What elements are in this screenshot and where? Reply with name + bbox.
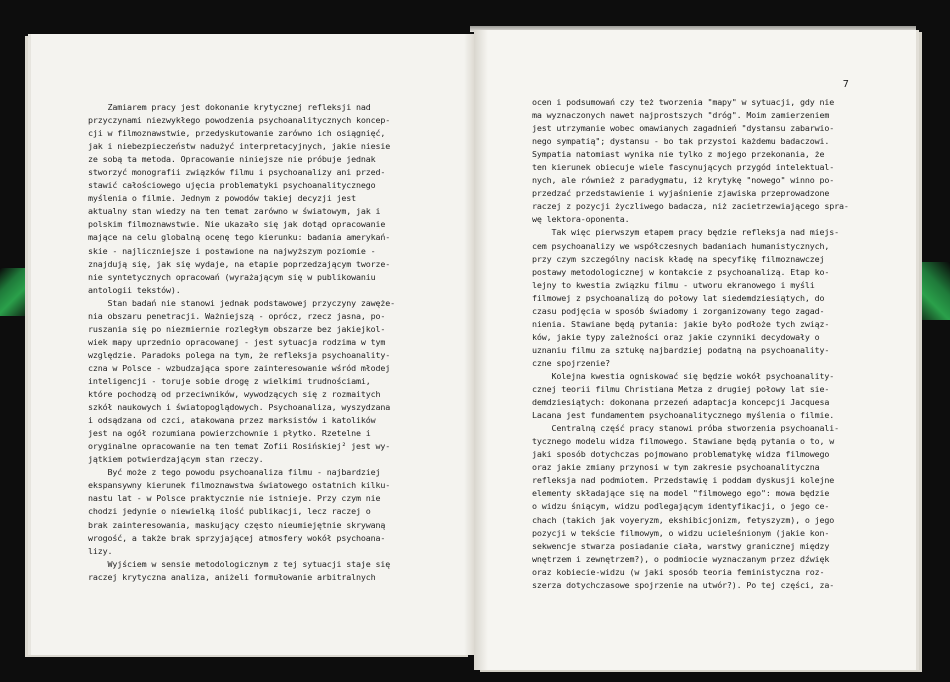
text-line: Wyjściem w sensie metodologicznym z tej sytuacji staje się [88,558,391,569]
text-line: jak i niebezpieczeństw nadużyć interpretacyjnych, jakie niesie [88,141,391,152]
text-line: i odsądzana od czci, atakowana przez marksistów i katolików [88,415,376,426]
text-line: raczej z pozycji życzliwego badacza, niż zacietrzewiającego spra- [532,201,849,212]
text-line: demdziesiątych: dokonana przezeń adaptacja koncepcji Jacquesa [532,397,830,408]
text-line: jaki sposób dotychczas pojmowano problematykę widza filmowego [532,449,830,460]
text-line: oryginalne opracowanie na ten temat Zofii Rosińskiej² jest wy- [88,441,391,452]
left-page [31,34,474,655]
text-line: Centralną część pracy stanowi próba stworzenia psychoanali- [532,423,840,434]
text-line: myślenia o filmie. Jednym z powodów takiej decyzji jest [88,193,357,204]
text-line: Tak więc pierwszym etapem pracy będzie refleksja nad miejs- [532,227,840,238]
text-line: nego sympatią"; dystansu - bo tak przystoi każdemu badaczowi. [532,136,830,147]
text-line: refleksja nad podmiotem. Przedstawię i poddam dyskusji kolejne [532,475,835,486]
text-line: lizy. [88,545,113,556]
text-line: tycznego modelu widza filmowego. Stawiane będą pytania o to, w [532,436,835,447]
text-line: oraz jakie zmiany przynosi w tym zakresie psychoanalityczna [532,462,820,473]
text-line: które pochodzą od przeciwników, wywodzących się z rozmaitych [88,389,381,400]
text-line: ekspansywny kierunek filmoznawstwa światowego ostatnich kilku- [88,480,391,491]
text-line: Być może z tego powodu psychoanaliza filmu - najbardziej [88,467,381,478]
text-line: czne spojrzenie? [532,357,610,368]
background-green-stripe-right [910,262,950,320]
text-line: uznaniu filmu za sztukę najbardziej podatną na psychoanality- [532,344,830,355]
text-line: przedzać przedstawienie i wyjaśnienie zjawiska przeprowadzone [532,188,830,199]
text-line: czasu podjęcia w sposób świadomy i zorganizowany tego zagad- [532,305,825,316]
text-line: Sympatia natomiast wynika nie tylko z mojego przekonania, że [532,149,825,160]
text-line: raczej krytyczna analiza, aniżeli formułowanie arbitralnych [88,571,376,582]
text-line: ków, jakie typy zależności oraz jakie czynniki decydowały o [532,331,820,342]
text-line: względzie. Paradoks polega na tym, że refleksja psychoanality- [88,349,391,360]
text-line: pozycji w tekście filmowym, o widzu ucieleśnionym (jakie kon- [532,527,830,538]
text-line: ocen i podsumowań czy też tworzenia "mapy" w sytuacji, gdy nie [532,97,835,107]
text-line: ma wyznaczonych nawet najprostszych "dróg". Moim zamierzeniem [532,110,830,121]
text-line: wnętrzem i zewnętrzem?), o podmiocie wyznaczanym przez dźwięk [532,553,830,564]
text-line: wę lektora-oponenta. [532,214,630,225]
text-line: nia obszaru penetracji. Ważniejszą - oprócz, rzecz jasna, po- [88,310,386,321]
text-line: skie - najliczniejsze i postawione na najwyższym poziomie - [88,245,376,256]
text-line: stawić całościowego ujęcia problematyki psychoanalitycznego [88,180,376,191]
right-page-text [532,96,849,592]
background-green-stripe-left [0,268,34,316]
text-line: nienia. Stawiane będą pytania: jakie było podłoże tych związ- [532,318,830,329]
text-line: brak zainteresowania, maskujący często nieumiejętnie skrywaną [88,519,386,530]
text-line: polskim filmoznawstwie. Nie ukazało się jak dotąd opracowanie [88,219,386,230]
text-line: Zamiarem pracy jest dokonanie krytycznej refleksji nad [88,102,371,112]
text-line: znajdują się, jak się wydaje, na etapie poprzedzającym tworze- [88,258,391,269]
text-line: ruszania się po niezmiernie rozległym obszarze bez jakiejkol- [88,323,386,334]
text-line: stworzyć monografii związków filmu i psychoanalizy ani przed- [88,167,386,178]
text-line: mające na celu globalną ocenę tego kierunku: badania amerykań- [88,232,391,243]
text-line: jest na ogół rozumiana powierzchownie i płytko. Rzetelne i [88,428,371,439]
text-line: jątkiem potwierdzającym stan rzeczy. [88,454,264,465]
text-line: ze sobą ta metoda. Opracowanie niniejsze nie próbuje jednak [88,154,376,165]
text-line: filmowej z psychoanalizą do połowy lat siedemdziesiątych, do [532,292,825,303]
text-line: elementy składające się na model "filmowego ego": mowa będzie [532,488,830,499]
left-page-text [88,101,395,584]
text-line: cem psychoanalizy we współczesnych badaniach humanistycznych, [532,240,830,251]
text-line: przyczynami niezwykłego powodzenia psychoanalitycznych koncep- [88,115,391,126]
text-line: o widzu śniącym, widzu podlegającym identyfikacji, o jego ce- [532,501,830,512]
text-line: nych, ale również z paradygmatu, iż krytykę "nowego" winno po- [532,175,835,186]
text-line: aktualny stan wiedzy na ten temat zarówno w światowym, jak i [88,206,381,217]
text-line: szerza dotychczasowe spojrzenie na utwór?). Po tej części, za- [532,579,835,590]
text-line: chach (takich jak voyeryzm, ekshibicjonizm, fetyszyzm), o jego [532,514,835,525]
text-line: inteligencji - toruje sobie drogę z wielkimi trudnościami, [88,375,371,386]
text-line: lejny to kwestia związku filmu - utworu ekranowego i myśli [532,279,815,290]
text-line: jest utrzymanie wobec omawianych zagadnień "dystansu zabarwio- [532,123,835,134]
text-line: sekwencje stwarza posiadanie ciała, warstwy granicznej między [532,540,830,551]
text-line: Stan badań nie stanowi jednak podstawowej przyczyny zawęże- [88,297,396,308]
text-line: przy czym szczególny nacisk kładę na specyfikę filmoznawczej [532,253,825,264]
right-page [474,30,916,670]
text-line: antologii tekstów). [88,284,181,295]
text-line: postawy metodologicznej w kontakcie z psychoanalizą. Etap ko- [532,266,830,277]
text-line: wrogość, a także brak sprzyjającej atmosfery wokół psychoana- [88,532,386,543]
text-line: chodzi jedynie o niewielką ilość publikacji, lecz raczej o [88,506,371,517]
text-line: czna w Polsce - wzbudzająca spore zainteresowanie wśród młodej [88,362,391,373]
text-line: cznej teorii filmu Christiana Metza z drugiej połowy lat sie- [532,384,830,395]
text-line: Lacana jest fundamentem psychoanalitycznego myślenia o filmie. [532,410,835,421]
text-line: wiek mapy uprzednio opracowanej - jest sytuacja rodzima w tym [88,336,386,347]
text-line: oraz kobiecie-widzu (w jaki sposób teoria feministyczna roz- [532,566,825,577]
text-line: cji w filmoznawstwie, przedyskutowanie zarówno ich osiągnięć, [88,128,386,139]
text-line: ten kierunek obiecuje wiele fascynujących przygód intelektual- [532,162,835,173]
text-line: nie syntetycznych opracowań (wyrażającym się w publikowaniu [88,271,376,282]
text-line: szkół naukowych i światopoglądowych. Psychoanaliza, wyszydzana [88,402,391,413]
page-number: 7 [842,79,849,90]
text-line: nastu lat - w Polsce praktycznie nie istnieje. Przy czym nie [88,493,381,504]
text-line: Kolejna kwestia ogniskować się będzie wokół psychoanality- [532,370,835,381]
